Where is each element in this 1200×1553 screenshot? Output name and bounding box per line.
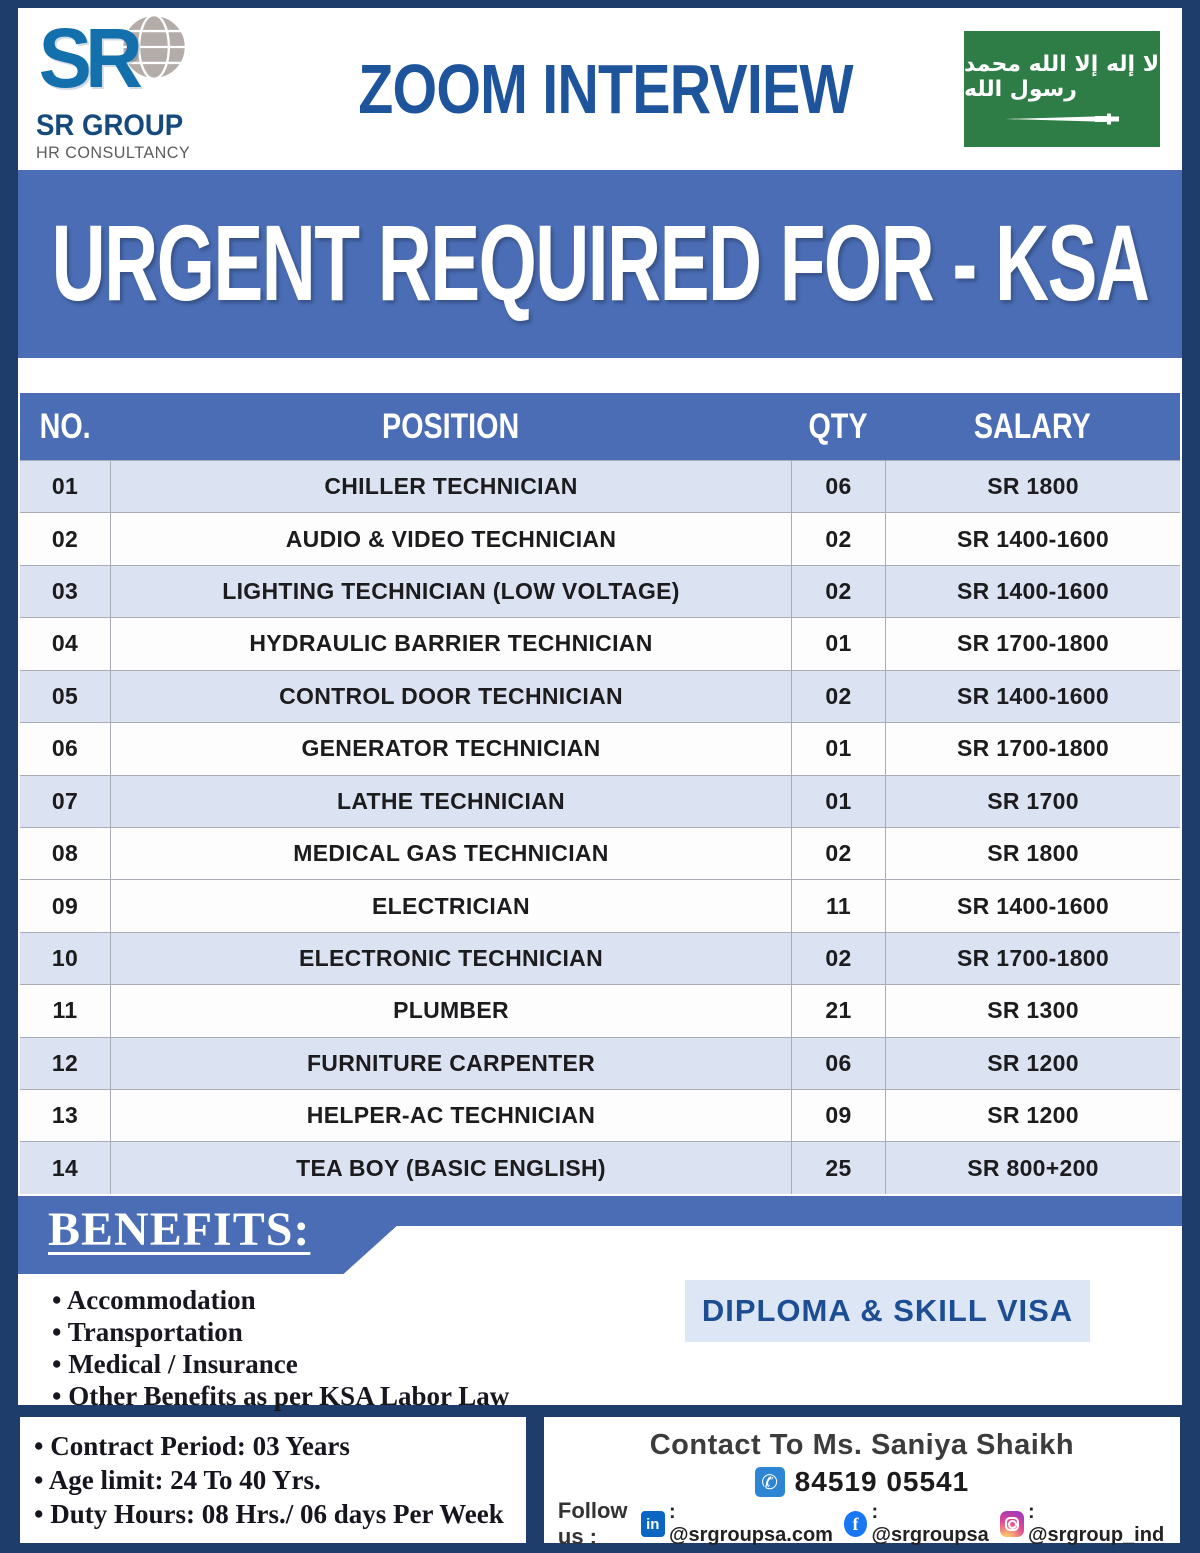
event-title: ZOOM INTERVIEW xyxy=(358,50,854,128)
footer xyxy=(0,1405,1200,1553)
logo-tagline: HR CONSULTANCY xyxy=(36,143,191,162)
table-row xyxy=(20,827,1180,879)
row-salary: SR 1800 xyxy=(885,828,1180,879)
sword-icon xyxy=(1003,112,1121,126)
table-row xyxy=(20,984,1180,1036)
linkedin-link[interactable] xyxy=(641,1501,835,1547)
row-qty: 02 xyxy=(791,828,885,879)
row-no: 09 xyxy=(51,892,79,919)
row-no: 13 xyxy=(51,1102,79,1129)
header xyxy=(18,8,1182,170)
row-qty: 02 xyxy=(791,566,885,617)
table-row xyxy=(20,565,1180,617)
main-banner xyxy=(18,170,1182,358)
logo-monogram: SR xyxy=(38,11,137,105)
benefit-item: • Accommodation xyxy=(52,1284,509,1316)
col-header-position: POSITION xyxy=(381,406,520,446)
table-body xyxy=(20,460,1180,1194)
row-position: TEA BOY (BASIC ENGLISH) xyxy=(110,1142,791,1193)
visa-badge: DIPLOMA & SKILL VISA xyxy=(685,1280,1090,1342)
row-salary: SR 1400-1600 xyxy=(885,513,1180,564)
row-no: 04 xyxy=(51,630,79,657)
phone-number: 84519 05541 xyxy=(794,1466,970,1497)
benefits-list xyxy=(52,1284,509,1412)
row-salary: SR 1800 xyxy=(885,461,1180,512)
row-qty: 11 xyxy=(791,880,885,931)
contact-box xyxy=(544,1417,1180,1549)
row-no: 01 xyxy=(51,473,79,500)
row-no: 06 xyxy=(51,735,79,762)
contact-heading: Contact To Ms. Saniya Shaikh xyxy=(649,1429,1075,1461)
row-salary: SR 1400-1600 xyxy=(885,880,1180,931)
row-salary: SR 1700 xyxy=(885,776,1180,827)
row-no: 11 xyxy=(52,997,78,1024)
row-no: 03 xyxy=(51,578,79,605)
facebook-link[interactable] xyxy=(844,1501,991,1547)
benefit-item: • Other Benefits as per KSA Labor Law xyxy=(52,1380,509,1412)
term-item: • Duty Hours: 08 Hrs./ 06 days Per Week xyxy=(34,1497,512,1531)
row-position: PLUMBER xyxy=(110,985,791,1036)
instagram-icon xyxy=(1000,1511,1024,1537)
terms-box xyxy=(20,1417,526,1543)
row-no: 05 xyxy=(51,682,79,709)
table-row xyxy=(20,460,1180,512)
row-position: ELECTRONIC TECHNICIAN xyxy=(110,933,791,984)
linkedin-icon: in xyxy=(641,1511,665,1537)
row-salary: SR 1200 xyxy=(885,1090,1180,1141)
row-position: LATHE TECHNICIAN xyxy=(110,776,791,827)
row-position: GENERATOR TECHNICIAN xyxy=(110,723,791,774)
row-no: 14 xyxy=(51,1154,79,1181)
table-row xyxy=(20,617,1180,669)
instagram-handle: : @srgroup_ind xyxy=(1028,1501,1165,1546)
facebook-icon: f xyxy=(844,1511,868,1537)
benefits-heading: BENEFITS: xyxy=(48,1203,311,1256)
table-row xyxy=(20,670,1180,722)
row-qty: 02 xyxy=(791,933,885,984)
row-salary: SR 1400-1600 xyxy=(885,671,1180,722)
benefits-section xyxy=(18,1194,1182,1411)
row-qty: 06 xyxy=(791,461,885,512)
table-row xyxy=(20,1089,1180,1141)
linkedin-handle: : @srgroupsa.com xyxy=(668,1501,833,1546)
flag-shahada-text: لا إله إلا الله محمد رسول الله xyxy=(964,52,1160,102)
row-no: 07 xyxy=(51,787,79,814)
row-salary: SR 1700-1800 xyxy=(885,933,1180,984)
table-row xyxy=(20,512,1180,564)
row-no: 12 xyxy=(51,1049,79,1076)
banner-title: URGENT REQUIRED FOR - KSA xyxy=(51,203,1149,324)
table-row xyxy=(20,1037,1180,1089)
row-position: CONTROL DOOR TECHNICIAN xyxy=(110,671,791,722)
col-header-salary: SALARY xyxy=(974,406,1091,446)
row-no: 10 xyxy=(51,945,79,971)
row-qty: 01 xyxy=(791,776,885,827)
logo-company-name: SR GROUP xyxy=(36,109,184,142)
row-salary: SR 1300 xyxy=(885,985,1180,1036)
row-qty: 09 xyxy=(791,1090,885,1141)
follow-us-label: Follow us : xyxy=(557,1498,628,1549)
row-no: 08 xyxy=(51,840,79,867)
row-salary: SR 1200 xyxy=(885,1038,1180,1089)
row-salary: SR 1700-1800 xyxy=(885,618,1180,669)
positions-table xyxy=(20,393,1180,1194)
phone-icon: ✆ xyxy=(755,1467,785,1497)
row-salary: SR 800+200 xyxy=(885,1142,1180,1193)
row-position: LIGHTING TECHNICIAN (LOW VOLTAGE) xyxy=(110,566,791,617)
row-position: CHILLER TECHNICIAN xyxy=(110,461,791,512)
row-salary: SR 1400-1600 xyxy=(885,566,1180,617)
row-position: AUDIO & VIDEO TECHNICIAN xyxy=(110,513,791,564)
phone-row xyxy=(755,1466,970,1498)
saudi-flag xyxy=(964,31,1160,147)
row-position: ELECTRICIAN xyxy=(110,880,791,931)
row-salary: SR 1700-1800 xyxy=(885,723,1180,774)
row-qty: 01 xyxy=(791,618,885,669)
social-links-row xyxy=(558,1498,1166,1553)
company-logo xyxy=(18,11,248,163)
row-position: MEDICAL GAS TECHNICIAN xyxy=(110,828,791,879)
facebook-handle: : @srgroupsa xyxy=(871,1501,989,1546)
table-header-row xyxy=(20,393,1180,460)
benefit-item: • Medical / Insurance xyxy=(52,1348,509,1380)
table-row xyxy=(20,775,1180,827)
row-qty: 06 xyxy=(791,1038,885,1089)
row-position: HELPER-AC TECHNICIAN xyxy=(110,1090,791,1141)
instagram-link[interactable] xyxy=(1000,1501,1166,1547)
term-item: • Age limit: 24 To 40 Yrs. xyxy=(34,1463,512,1497)
table-row xyxy=(20,722,1180,774)
term-item: • Contract Period: 03 Years xyxy=(34,1429,512,1463)
table-row xyxy=(20,879,1180,931)
row-no: 02 xyxy=(51,525,79,552)
table-row xyxy=(20,1141,1180,1193)
row-qty: 21 xyxy=(791,985,885,1036)
row-qty: 02 xyxy=(791,671,885,722)
row-position: HYDRAULIC BARRIER TECHNICIAN xyxy=(110,618,791,669)
col-header-no: NO. xyxy=(39,406,91,446)
benefit-item: • Transportation xyxy=(52,1316,509,1348)
row-qty: 02 xyxy=(791,513,885,564)
table-row xyxy=(20,932,1180,984)
row-qty: 25 xyxy=(791,1142,885,1193)
row-position: FURNITURE CARPENTER xyxy=(110,1038,791,1089)
row-qty: 01 xyxy=(791,723,885,774)
col-header-qty: QTY xyxy=(808,406,868,446)
